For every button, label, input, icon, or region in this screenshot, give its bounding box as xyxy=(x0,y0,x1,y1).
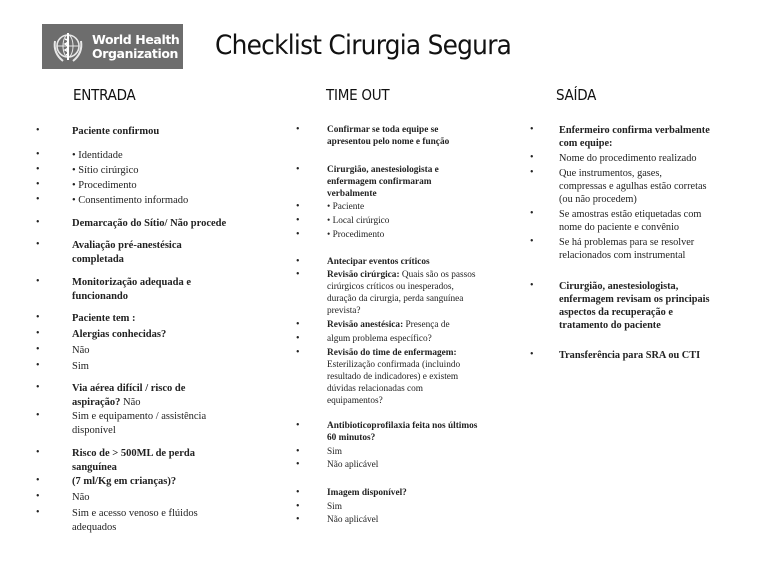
item-text: Não xyxy=(72,492,90,503)
item-text: Cirurgião, anestesiologista e xyxy=(327,165,439,175)
bullet-icon: • xyxy=(36,344,40,355)
item-text: Sim e equipamento / assistência xyxy=(72,411,207,422)
bullet-icon: • xyxy=(296,333,300,344)
item-text: Revisão do time de enfermagem: xyxy=(327,348,457,358)
bullet-icon: • xyxy=(296,347,300,358)
item-text: Paciente confirmou xyxy=(72,126,160,137)
item-text: duração da cirurgia, perda sanguínea xyxy=(327,294,464,304)
bullet-icon: • xyxy=(530,167,534,178)
bullet-icon: • xyxy=(296,319,300,330)
item-text: Revisão anestésica: Presença de xyxy=(327,320,450,330)
item-text: resultado de indicadores) e existem xyxy=(327,372,459,382)
item-text: sanguínea xyxy=(72,462,117,473)
item-text: Transferência para SRA ou CTI xyxy=(559,350,701,361)
bullet-icon: • xyxy=(296,501,300,512)
item-text: dúvidas relacionadas com xyxy=(327,384,424,394)
item-text: Demarcação do Sítio/ Não procede xyxy=(72,218,227,229)
item-text: Avaliação pré-anestésica xyxy=(72,240,182,251)
bullet-icon: • xyxy=(36,217,40,228)
bullet-icon: • xyxy=(36,410,40,421)
bullet-icon: • xyxy=(296,269,300,280)
item-text: adequados xyxy=(72,522,117,533)
bullet-icon: • xyxy=(530,349,534,360)
item-text: aspectos da recuperação e xyxy=(559,307,673,318)
item-text: Antibioticoprofilaxia feita nos últimos xyxy=(327,421,478,431)
bullet-icon: • xyxy=(296,487,300,498)
item-text: Que instrumentos, gases, xyxy=(559,168,662,179)
item-text: relacionados com instrumental xyxy=(559,250,686,261)
item-text: algum problema específico? xyxy=(327,334,432,344)
bullet-icon: • xyxy=(530,208,534,219)
bullet-icon: • xyxy=(530,124,534,135)
bullet-icon: • xyxy=(36,125,40,136)
item-text: apresentou pelo nome e função xyxy=(327,137,450,147)
item-text: Não aplicável xyxy=(327,515,379,525)
item-text: cirúrgicos críticos ou inesperados, xyxy=(327,282,454,292)
bullet-icon: • xyxy=(296,201,300,212)
item-text: com equipe: xyxy=(559,138,613,149)
item-text: Nome do procedimento realizado xyxy=(559,153,697,164)
bullet-icon: • xyxy=(296,256,300,267)
item-text: Sim e acesso venoso e flúidos xyxy=(72,508,198,519)
item-text: Via aérea difícil / risco de xyxy=(72,383,186,394)
bullet-icon: • xyxy=(296,420,300,431)
bullet-icon: • xyxy=(296,229,300,240)
item-text: compressas e agulhas estão corretas xyxy=(559,181,707,192)
item-text: • Procedimento xyxy=(327,230,385,240)
bullet-icon: • xyxy=(36,239,40,250)
item-text: Sim xyxy=(327,502,342,512)
bullet-icon: • xyxy=(530,236,534,247)
who-logo xyxy=(42,24,183,69)
item-text: completada xyxy=(72,254,124,265)
item-text: Não aplicável xyxy=(327,460,379,470)
page-title: Checklist Cirurgia Segura xyxy=(215,30,512,61)
bullet-icon: • xyxy=(36,194,40,205)
logo-line-2: Organization xyxy=(92,45,179,61)
item-text: funcionando xyxy=(72,291,129,302)
item-text: Não xyxy=(72,345,90,356)
logo-line-1: World Health xyxy=(92,31,180,47)
bullet-icon: • xyxy=(36,179,40,190)
heading-entrada: ENTRADA xyxy=(73,86,136,104)
bullet-icon: • xyxy=(296,124,300,135)
item-text: Confirmar se toda equipe se xyxy=(327,125,439,135)
bullet-icon: • xyxy=(36,382,40,393)
item-text: verbalmente xyxy=(327,189,377,199)
bullet-icon: • xyxy=(36,164,40,175)
item-text: (ou não procedem) xyxy=(559,194,637,205)
item-text: disponível xyxy=(72,425,116,436)
item-text: Enfermeiro confirma verbalmente xyxy=(559,125,710,136)
item-text: Revisão cirúrgica: Quais são os passos xyxy=(327,270,476,280)
bullet-icon: • xyxy=(36,475,40,486)
who-emblem-icon xyxy=(50,29,86,65)
item-text: Esterilização confirmada (incluindo xyxy=(327,360,461,370)
item-text: nome do paciente e convênio xyxy=(559,222,680,233)
item-text: prevista? xyxy=(327,306,361,316)
bullet-icon: • xyxy=(296,164,300,175)
bullet-icon: • xyxy=(36,491,40,502)
bullet-icon: • xyxy=(530,152,534,163)
item-text: Antecipar eventos críticos xyxy=(327,257,430,267)
item-text: • Paciente xyxy=(327,202,365,212)
item-text: equipamentos? xyxy=(327,396,383,406)
item-text: Imagem disponível? xyxy=(327,488,407,498)
item-text: aspiração? Não xyxy=(72,397,141,408)
bullet-icon: • xyxy=(296,215,300,226)
bullet-icon: • xyxy=(36,507,40,518)
item-text: • Identidade xyxy=(72,150,123,161)
item-text: 60 minutos? xyxy=(327,433,376,443)
bullet-icon: • xyxy=(36,360,40,371)
bullet-icon: • xyxy=(36,149,40,160)
bullet-icon: • xyxy=(296,459,300,470)
item-text: Paciente tem : xyxy=(72,313,136,324)
bullet-icon: • xyxy=(36,276,40,287)
item-text: • Local cirúrgico xyxy=(327,216,390,226)
item-text: Cirurgião, anestesiologista, xyxy=(559,281,679,292)
bullet-icon: • xyxy=(296,514,300,525)
item-text: • Sítio cirúrgico xyxy=(72,165,139,176)
item-text: • Procedimento xyxy=(72,180,137,191)
heading-time-out: TIME OUT xyxy=(326,86,390,104)
item-text: Alergias conhecidas? xyxy=(72,329,167,340)
item-text: Sim xyxy=(72,361,89,372)
bullet-icon: • xyxy=(36,447,40,458)
bullet-icon: • xyxy=(36,312,40,323)
item-text: Sim xyxy=(327,447,342,457)
item-text: Risco de > 500ML de perda xyxy=(72,448,195,459)
item-text: enfermagem revisam os principais xyxy=(559,294,710,305)
item-text: enfermagem confirmaram xyxy=(327,177,432,187)
item-text: Se há problemas para se resolver xyxy=(559,237,695,248)
heading-saida: SAÍDA xyxy=(556,86,597,104)
item-text: Monitorização adequada e xyxy=(72,277,191,288)
bullet-icon: • xyxy=(36,328,40,339)
item-text: tratamento do paciente xyxy=(559,320,661,331)
item-text: Se amostras estão etiquetadas com xyxy=(559,209,702,220)
item-text: (7 ml/Kg em crianças)? xyxy=(72,476,177,487)
bullet-icon: • xyxy=(296,446,300,457)
bullet-icon: • xyxy=(530,280,534,291)
logo-text xyxy=(92,33,179,61)
item-text: • Consentimento informado xyxy=(72,195,189,206)
